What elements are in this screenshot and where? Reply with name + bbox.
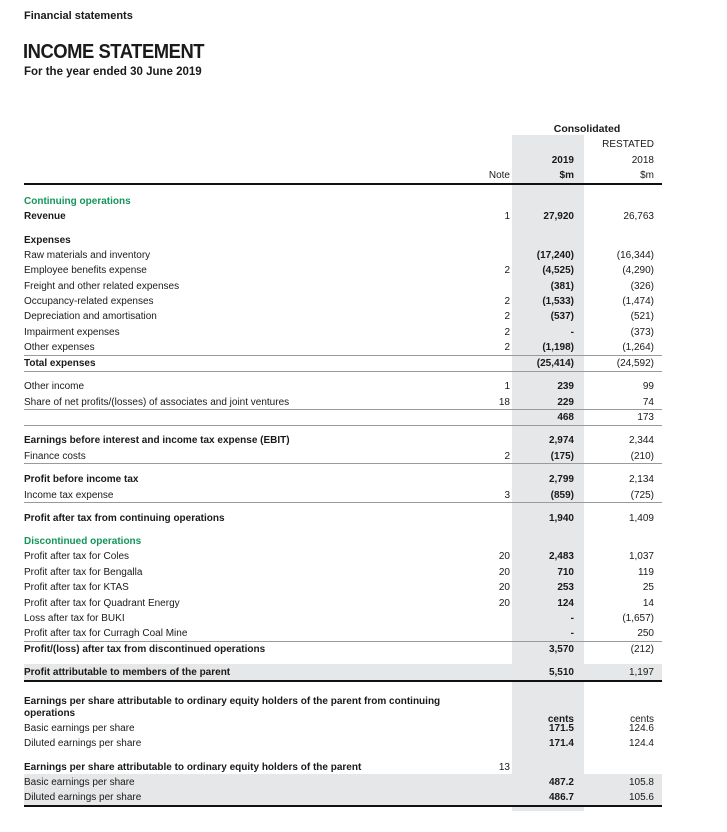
table-row xyxy=(24,325,662,340)
table-row xyxy=(24,340,662,355)
row-label: Profit after tax for Curragh Coal Mine xyxy=(24,628,188,639)
table-row xyxy=(24,760,662,775)
header-rule xyxy=(24,183,662,185)
row-value-2019: 487.2 xyxy=(548,777,574,788)
row-label: Profit after tax for Quadrant Energy xyxy=(24,598,180,609)
row-label: Share of net profits/(losses) of associates and joint ventures xyxy=(24,397,290,408)
section-heading: Discontinued operations xyxy=(24,536,142,547)
row-value-2019: (175) xyxy=(550,451,574,462)
section-heading: Continuing operations xyxy=(24,196,131,207)
row-note: 13 xyxy=(498,762,510,773)
row-value-2018: 14 xyxy=(642,598,654,609)
row-note: 2 xyxy=(504,265,510,276)
table-row xyxy=(24,263,662,278)
row-label: Finance costs xyxy=(24,451,86,462)
row-value-2019: 171.4 xyxy=(548,738,574,749)
row-value-2018: 250 xyxy=(637,628,654,639)
rule-thick xyxy=(24,680,662,682)
row-value-2019: 2,483 xyxy=(548,551,574,562)
table-row xyxy=(24,721,662,736)
row-label: operations xyxy=(24,708,76,719)
row-value-2018: (326) xyxy=(630,281,654,292)
table-row xyxy=(24,410,662,425)
row-value-2018: 2,344 xyxy=(628,435,654,446)
table-row xyxy=(24,565,662,580)
table-row xyxy=(24,596,662,611)
row-value-2018: (373) xyxy=(630,327,654,338)
row-label: Expenses xyxy=(24,235,71,246)
row-value-2018: (212) xyxy=(630,644,654,655)
table-row xyxy=(24,626,662,641)
rule xyxy=(24,371,662,372)
row-value-2018: 2,134 xyxy=(628,474,654,485)
row-label: Income tax expense xyxy=(24,490,114,501)
row-value-2019: - xyxy=(570,327,574,338)
table-row xyxy=(24,233,662,248)
row-value-2019: 27,920 xyxy=(543,211,574,222)
row-value-2019: (381) xyxy=(550,281,574,292)
prior-year-header: 2018 xyxy=(631,155,654,166)
row-label: Profit attributable to members of the parent xyxy=(24,667,231,678)
row-value-2018: 1,037 xyxy=(628,551,654,562)
table-row xyxy=(24,472,662,487)
row-value-2018: (1,657) xyxy=(622,613,654,624)
row-value-2019: 171.5 xyxy=(548,723,574,734)
table-row xyxy=(24,611,662,626)
row-note: 2 xyxy=(504,311,510,322)
row-value-2018: 124.4 xyxy=(628,738,654,749)
row-label: Depreciation and amortisation xyxy=(24,311,157,322)
row-value-2019: 468 xyxy=(557,412,574,423)
table-row xyxy=(24,433,662,448)
current-unit-header: $m xyxy=(559,170,574,181)
row-value-2019: 229 xyxy=(557,397,574,408)
table-row xyxy=(24,379,662,394)
table-row xyxy=(24,294,662,309)
row-value-2019: 5,510 xyxy=(548,667,574,678)
row-value-2018: 99 xyxy=(642,381,654,392)
table-row xyxy=(24,511,662,526)
row-value-2018: (16,344) xyxy=(616,250,654,261)
row-label: Profit after tax for Coles xyxy=(24,551,130,562)
row-note: 20 xyxy=(498,567,510,578)
row-value-2018: (4,290) xyxy=(622,265,654,276)
page-title: INCOME STATEMENT xyxy=(23,41,205,63)
table-row xyxy=(24,488,662,503)
table-row xyxy=(24,642,662,657)
row-value-2018: 26,763 xyxy=(623,211,654,222)
row-value-2019: (1,533) xyxy=(542,296,574,307)
row-note: 18 xyxy=(498,397,510,408)
table-row xyxy=(24,790,662,805)
row-value-2019: (4,525) xyxy=(542,265,574,276)
row-value-2019: (17,240) xyxy=(536,250,574,261)
table-row xyxy=(24,248,662,263)
row-note: 3 xyxy=(504,490,510,501)
section-label: Financial statements xyxy=(24,10,133,22)
row-label: Employee benefits expense xyxy=(24,265,147,276)
row-value-2019: (537) xyxy=(550,311,574,322)
row-label: Earnings per share attributable to ordinary equity holders of the parent from continuing xyxy=(24,696,441,707)
row-value-2019: 3,570 xyxy=(548,644,574,655)
row-note: 2 xyxy=(504,451,510,462)
row-label: Loss after tax for BUKI xyxy=(24,613,125,624)
row-note: 20 xyxy=(498,582,510,593)
row-value-2019: (859) xyxy=(550,490,574,501)
row-label: Other income xyxy=(24,381,85,392)
row-value-2018: (521) xyxy=(630,311,654,322)
row-label: Revenue xyxy=(24,211,66,222)
row-value-2019: 486.7 xyxy=(548,792,574,803)
row-value-2018: (210) xyxy=(630,451,654,462)
row-value-2018: 124.6 xyxy=(628,723,654,734)
restated-label: RESTATED xyxy=(602,139,654,150)
row-note: 1 xyxy=(504,381,510,392)
row-value-2019: 239 xyxy=(557,381,574,392)
consolidated-header: Consolidated xyxy=(553,123,621,135)
row-note: 2 xyxy=(504,296,510,307)
table-row xyxy=(24,580,662,595)
table-row xyxy=(24,736,662,751)
table-row xyxy=(24,775,662,790)
row-label: Earnings per share attributable to ordinary equity holders of the parent xyxy=(24,762,362,773)
row-value-2018: 74 xyxy=(642,397,654,408)
row-note: 2 xyxy=(504,342,510,353)
table-row xyxy=(24,534,662,549)
table-row xyxy=(24,309,662,324)
row-value-2018: 173 xyxy=(637,412,654,423)
table-row xyxy=(24,279,662,294)
row-value-2019: 2,799 xyxy=(548,474,574,485)
row-label: Earnings before interest and income tax expense (EBIT) xyxy=(24,435,290,446)
table-row xyxy=(24,449,662,464)
rule-thick xyxy=(24,805,662,807)
row-label: Profit after tax from continuing operations xyxy=(24,513,225,524)
row-label: Profit before income tax xyxy=(24,474,139,485)
row-label: Diluted earnings per share xyxy=(24,792,142,803)
table-row xyxy=(24,356,662,371)
row-label: Total expenses xyxy=(24,358,96,369)
row-value-2019: 2,974 xyxy=(548,435,574,446)
current-year-header: 2019 xyxy=(551,155,574,166)
row-label: Diluted earnings per share xyxy=(24,738,142,749)
row-label: Profit after tax for KTAS xyxy=(24,582,129,593)
row-label: Impairment expenses xyxy=(24,327,120,338)
table-row xyxy=(24,194,662,209)
table-row xyxy=(24,665,662,680)
row-value-2019: cents xyxy=(547,714,574,725)
table-row xyxy=(24,209,662,224)
period-subtitle: For the year ended 30 June 2019 xyxy=(24,66,202,78)
row-note: 20 xyxy=(498,598,510,609)
row-value-2018: (1,264) xyxy=(622,342,654,353)
row-value-2019: 1,940 xyxy=(548,513,574,524)
row-value-2018: 1,197 xyxy=(628,667,654,678)
row-value-2018: 105.6 xyxy=(628,792,654,803)
rule xyxy=(24,425,662,426)
row-note: 2 xyxy=(504,327,510,338)
row-label: Freight and other related expenses xyxy=(24,281,180,292)
row-value-2019: - xyxy=(570,628,574,639)
row-value-2018: (1,474) xyxy=(622,296,654,307)
row-label: Profit/(loss) after tax from discontinued operations xyxy=(24,644,266,655)
row-value-2019: 710 xyxy=(557,567,574,578)
note-header: Note xyxy=(488,170,510,181)
row-value-2018: 119 xyxy=(638,567,654,578)
prior-unit-header: $m xyxy=(640,170,654,181)
row-note: 20 xyxy=(498,551,510,562)
table-row xyxy=(24,706,662,725)
table-row xyxy=(24,549,662,564)
row-value-2018: 1,409 xyxy=(628,513,654,524)
row-value-2019: (25,414) xyxy=(536,358,574,369)
row-value-2018: 25 xyxy=(642,582,654,593)
row-note: 1 xyxy=(504,211,510,222)
row-label: Profit after tax for Bengalla xyxy=(24,567,143,578)
row-label: Occupancy-related expenses xyxy=(24,296,154,307)
row-value-2019: 253 xyxy=(557,582,574,593)
row-value-2019: (1,198) xyxy=(542,342,574,353)
row-value-2018: (24,592) xyxy=(616,358,654,369)
row-value-2018: (725) xyxy=(630,490,654,501)
row-value-2018: cents xyxy=(630,714,654,725)
row-value-2019: 124 xyxy=(557,598,574,609)
row-value-2018: 105.8 xyxy=(628,777,654,788)
row-label: Basic earnings per share xyxy=(24,723,135,734)
row-label: Basic earnings per share xyxy=(24,777,135,788)
row-value-2019: - xyxy=(570,613,574,624)
table-row xyxy=(24,395,662,410)
row-label: Other expenses xyxy=(24,342,95,353)
row-label: Raw materials and inventory xyxy=(24,250,151,261)
